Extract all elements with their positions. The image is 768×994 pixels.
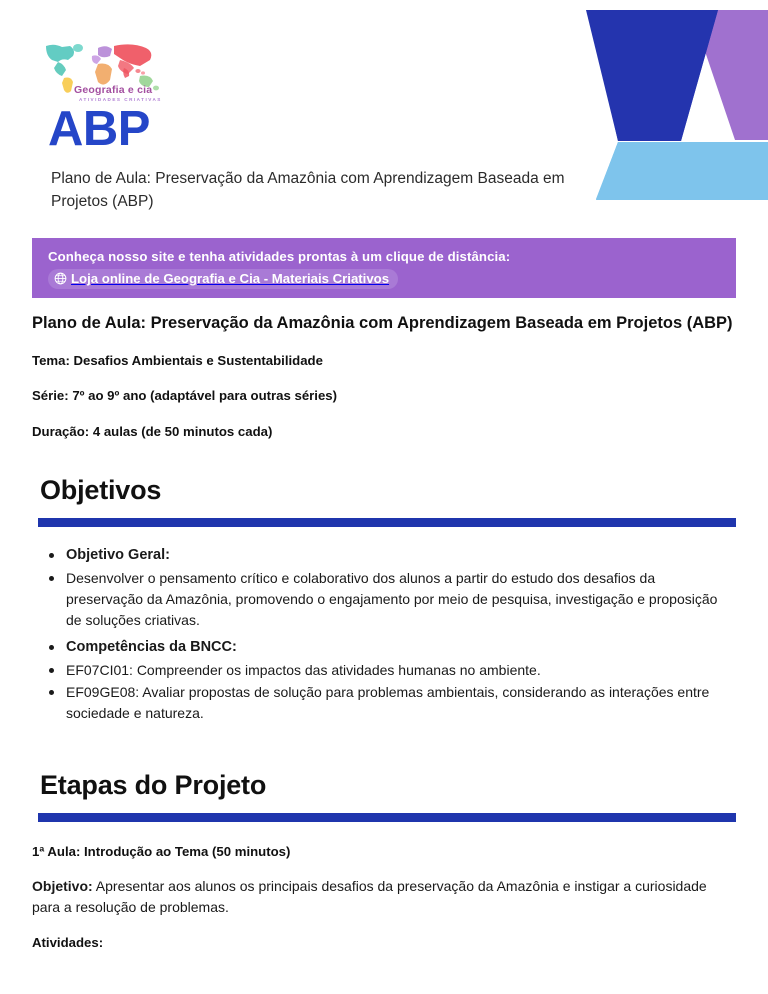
art-shape-light-blue xyxy=(596,142,768,200)
art-shape-light-blue-tail xyxy=(596,142,768,200)
art-shape-dark-blue-2 xyxy=(588,10,618,141)
store-link-label: Loja online de Geografia e Cia - Materiais Criativos xyxy=(71,271,390,287)
objective-text: Apresentar aos alunos os principais desafios da preservação da Amazônia e instigar a curiosidade para a resolução de problemas. xyxy=(32,877,707,916)
activities-label: Atividades: xyxy=(32,934,104,950)
art-notch-white xyxy=(618,141,768,142)
brand-logo xyxy=(40,42,168,104)
list-item: Desenvolver o pensamento crítico e colaborativo dos alunos a partir do estudo dos desafios da preservação da Amazônia, promovendo o engajamento por meio de pesquisa, investigação e proposição de soluções criativas. xyxy=(32,568,736,631)
art-shape-purple xyxy=(691,10,768,140)
section-rule-etapas xyxy=(38,813,736,822)
logo-brand-text: Geografia e cia xyxy=(74,84,153,96)
section-objetivos xyxy=(32,475,736,724)
lesson-meta-serie: Série: 7º ao 9º ano (adaptável para outras séries) xyxy=(32,388,338,404)
art-shape-dark-blue-3 xyxy=(586,10,718,141)
header-geometric-artwork xyxy=(568,0,768,230)
list-item: Objetivo Geral: xyxy=(32,545,736,567)
list-item: EF07CI01: Compreender os impactos das atividades humanas no ambiente. xyxy=(32,660,736,681)
globe-icon xyxy=(54,272,67,285)
section-heading-objetivos: Objetivos xyxy=(40,475,162,506)
lesson-meta-duracao: Duração: 4 aulas (de 50 minutos cada) xyxy=(32,423,273,439)
promo-banner xyxy=(32,238,736,298)
art-shape-light-blue-skew xyxy=(596,142,768,199)
section-etapas xyxy=(32,770,736,950)
page-subtitle: Plano de Aula: Preservação da Amazônia com Aprendizagem Baseada em Projetos (ABP) xyxy=(51,170,565,211)
step-objective-paragraph xyxy=(32,876,736,919)
art-shape-dark-blue xyxy=(588,10,718,141)
objective-label: Objetivo: xyxy=(32,877,93,894)
logo-tagline-text: ATIVIDADES CRIATIVAS xyxy=(79,97,162,102)
store-link[interactable] xyxy=(48,269,398,289)
section-rule-objetivos xyxy=(38,518,736,527)
list-item: EF09GE08: Avaliar propostas de solução para problemas ambientais, considerando as interações entre sociedade e natureza. xyxy=(32,682,736,724)
lesson-plan-heading: Plano de Aula: Preservação da Amazônia com Aprendizagem Baseada em Projetos (ABP) xyxy=(32,314,733,332)
page-title: ABP xyxy=(48,102,150,156)
list-item: Competências da BNCC: xyxy=(32,637,736,659)
promo-headline: Conheça nosso site e tenha atividades prontas à um clique de distância: xyxy=(48,249,511,264)
objetivos-list xyxy=(32,545,736,724)
document-body xyxy=(32,312,736,950)
lesson-meta-tema: Tema: Desafios Ambientais e Sustentabilidade xyxy=(32,352,323,368)
section-heading-etapas: Etapas do Projeto xyxy=(40,769,267,800)
step-title-aula-1: 1ª Aula: Introdução ao Tema (50 minutos) xyxy=(32,843,291,859)
